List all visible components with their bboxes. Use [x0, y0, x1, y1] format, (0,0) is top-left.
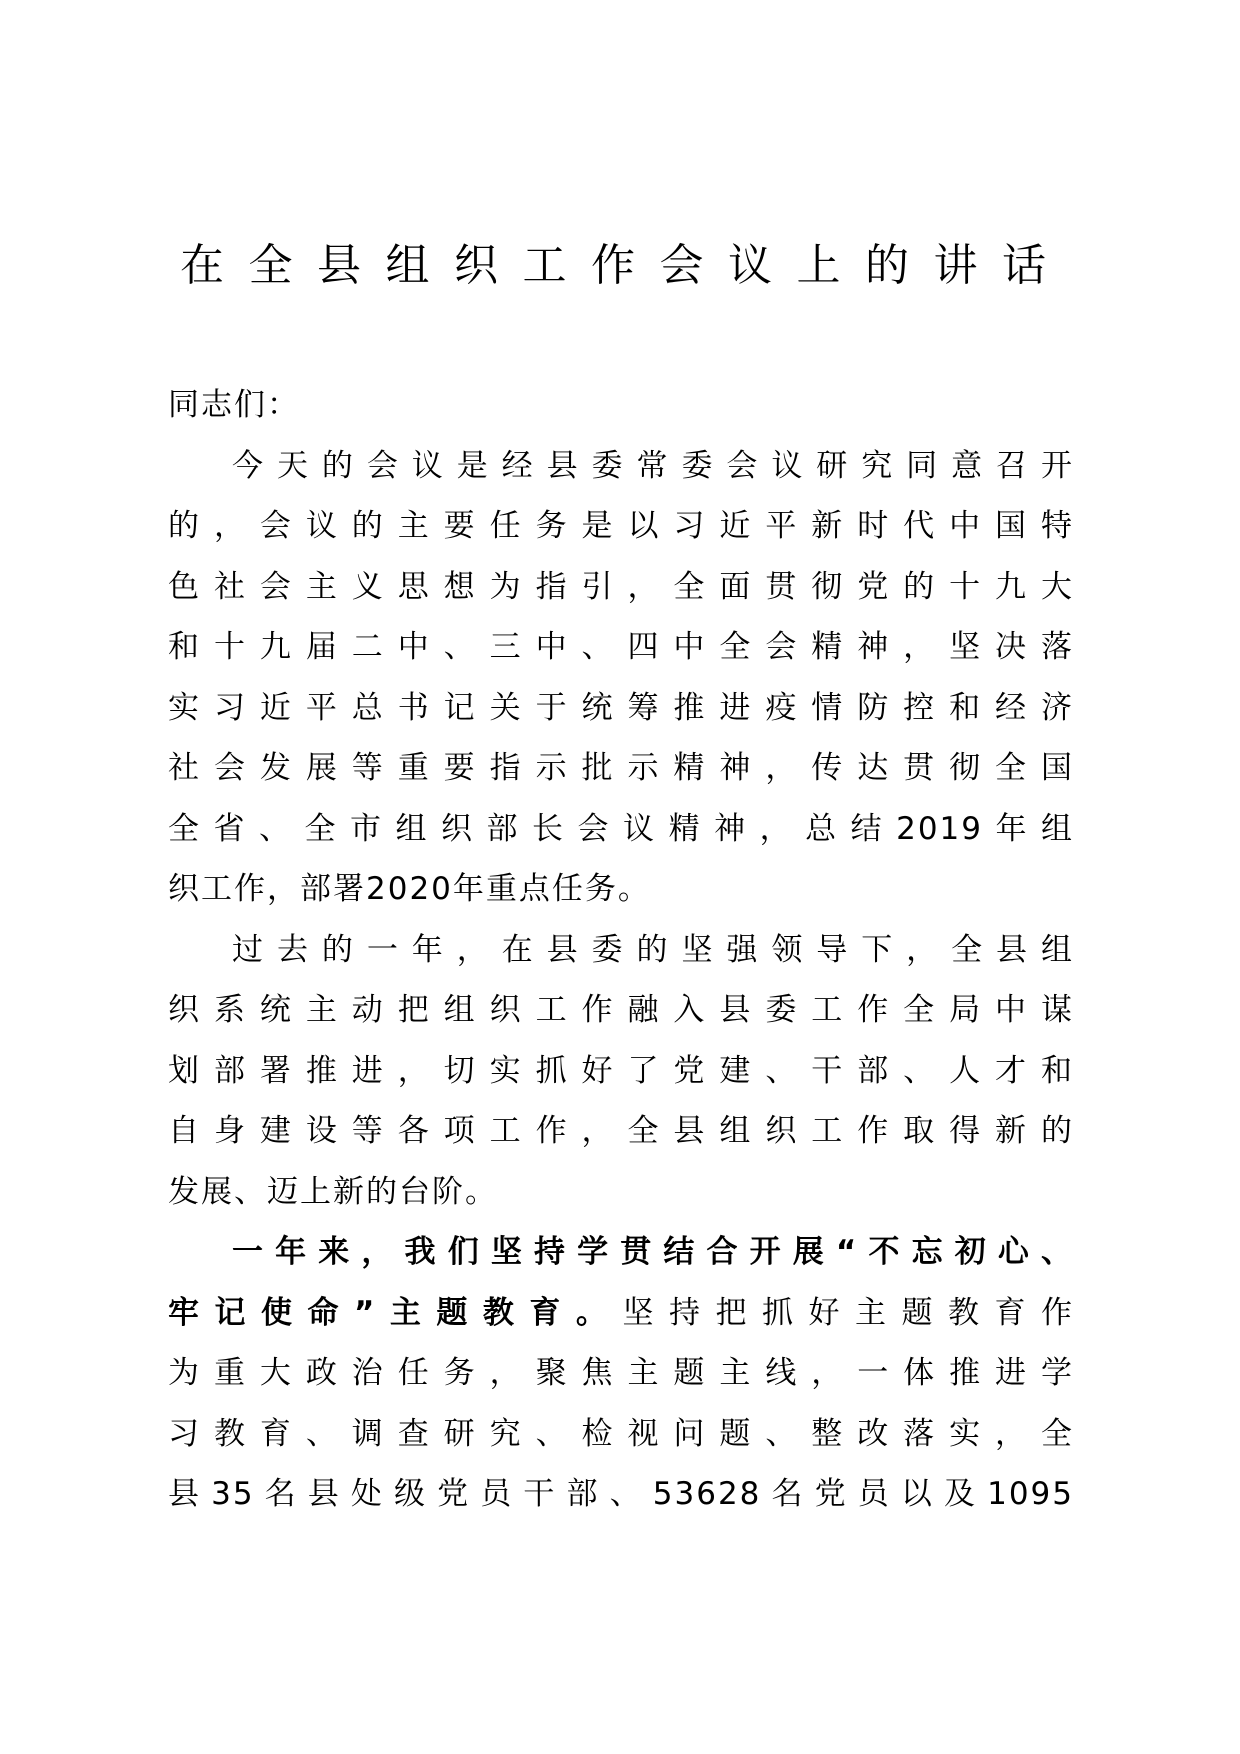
paragraph-text: 坚持把抓好主题教育作: [622, 1294, 1075, 1331]
document-body: [168, 375, 1074, 1525]
paragraph-line: 划部署推进，切实抓好了党建、干部、人才和: [168, 1052, 1074, 1089]
paragraph-line: 的，会议的主要任务是以习近平新时代中国特: [168, 508, 1074, 544]
paragraph-line: 自身建设等各项工作，全县组织工作取得新的: [168, 1113, 1074, 1149]
paragraph-line: 和十九届二中、三中、四中全会精神，坚决落: [168, 629, 1074, 665]
paragraph-line: 县35名县处级党员干部、53628名党员以及1095: [168, 1476, 1074, 1512]
paragraph-line: 实习近平总书记关于统筹推进疫情防控和经济: [168, 689, 1074, 726]
paragraph-line: 全省、全市组织部长会议精神，总结2019年组: [168, 810, 1074, 847]
paragraph-line: 织工作，部署2020年重点任务。: [168, 871, 651, 907]
paragraph-line: 为重大政治任务，聚焦主题主线，一体推进学: [168, 1355, 1074, 1391]
paragraph-line: [168, 1283, 1074, 1344]
salutation: 同志们：: [168, 387, 300, 423]
document-title: 在全县组织工作会议上的讲话: [180, 240, 1050, 291]
bold-heading: 一年来，我们坚持学贯结合开展“不忘初心、: [232, 1234, 1074, 1270]
paragraph-line: 色社会主义思想为指引，全面贯彻党的十九大: [168, 568, 1074, 605]
paragraph-line: 过去的一年，在县委的坚强领导下，全县组: [232, 931, 1074, 968]
paragraph-line: 习教育、调查研究、检视问题、整改落实，全: [168, 1415, 1074, 1452]
bold-heading-line: [168, 1222, 1074, 1283]
paragraph-line: 织系统主动把组织工作融入县委工作全局中谋: [168, 992, 1074, 1028]
paragraph-line: 社会发展等重要指示批示精神，传达贯彻全国: [168, 750, 1074, 786]
paragraph-line: 发展、迈上新的台阶。: [168, 1173, 498, 1210]
bold-heading: 牢记使命”主题教育。: [168, 1294, 623, 1331]
paragraph-line: 今天的会议是经县委常委会议研究同意召开: [232, 447, 1074, 484]
